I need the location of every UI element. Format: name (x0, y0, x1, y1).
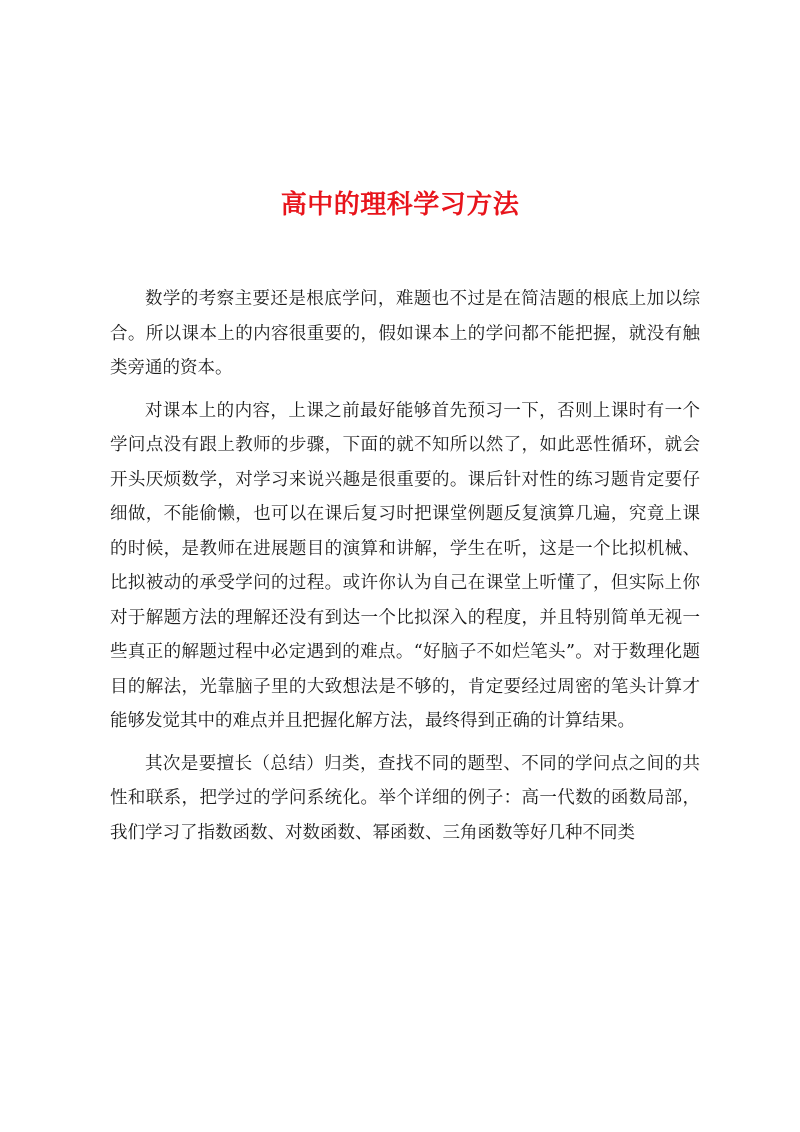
paragraph-1: 数学的考察主要还是根底学问，难题也不过是在简洁题的根底上加以综合。所以课本上的内容很重要的，假如课本上的学问都不能把握，就没有触类旁通的资本。 (110, 289, 700, 378)
paragraph-3: 其次是要擅长（总结）归类，查找不同的题型、不同的学问点之间的共性和联系，把学过的学问系统化。举个详细的例子：高一代数的函数局部，我们学习了指数函数、对数函数、幂函数、三角函数等好几种不同类 (110, 753, 700, 843)
document-body (110, 282, 700, 858)
page-title: 高中的理科学习方法 (280, 190, 520, 221)
paragraph-2: 对课本上的内容，上课之前最好能够首先预习一下，否则上课时有一个学问点没有跟上教师的步骤，下面的就不知所以然了，如此恶性循环，就会开头厌烦数学，对学习来说兴趣是很重要的。课后针对性的练习题肯定要仔细做，不能偷懒，也可以在课后复习时把课堂例题反复演算几遍，究竟上课的时候，是教师在进展题目的演算和讲解，学生在听，这是一个比拟机械、比拟被动的承受学问的过程。或许你认为自己在课堂上听懂了，但实际上你对于解题方法的理解还没有到达一个比拟深入的程度，并且特别简单无视一些真正的解题过程中必定遇到的难点。“好脑子不如烂笔头”。对于数理化题目的解法，光靠脑子里的大致想法是不够的，肯定要经过周密的笔头计算才能够发觉其中的难点并且把握化解方法，最终得到正确的计算结果。 (110, 400, 700, 731)
